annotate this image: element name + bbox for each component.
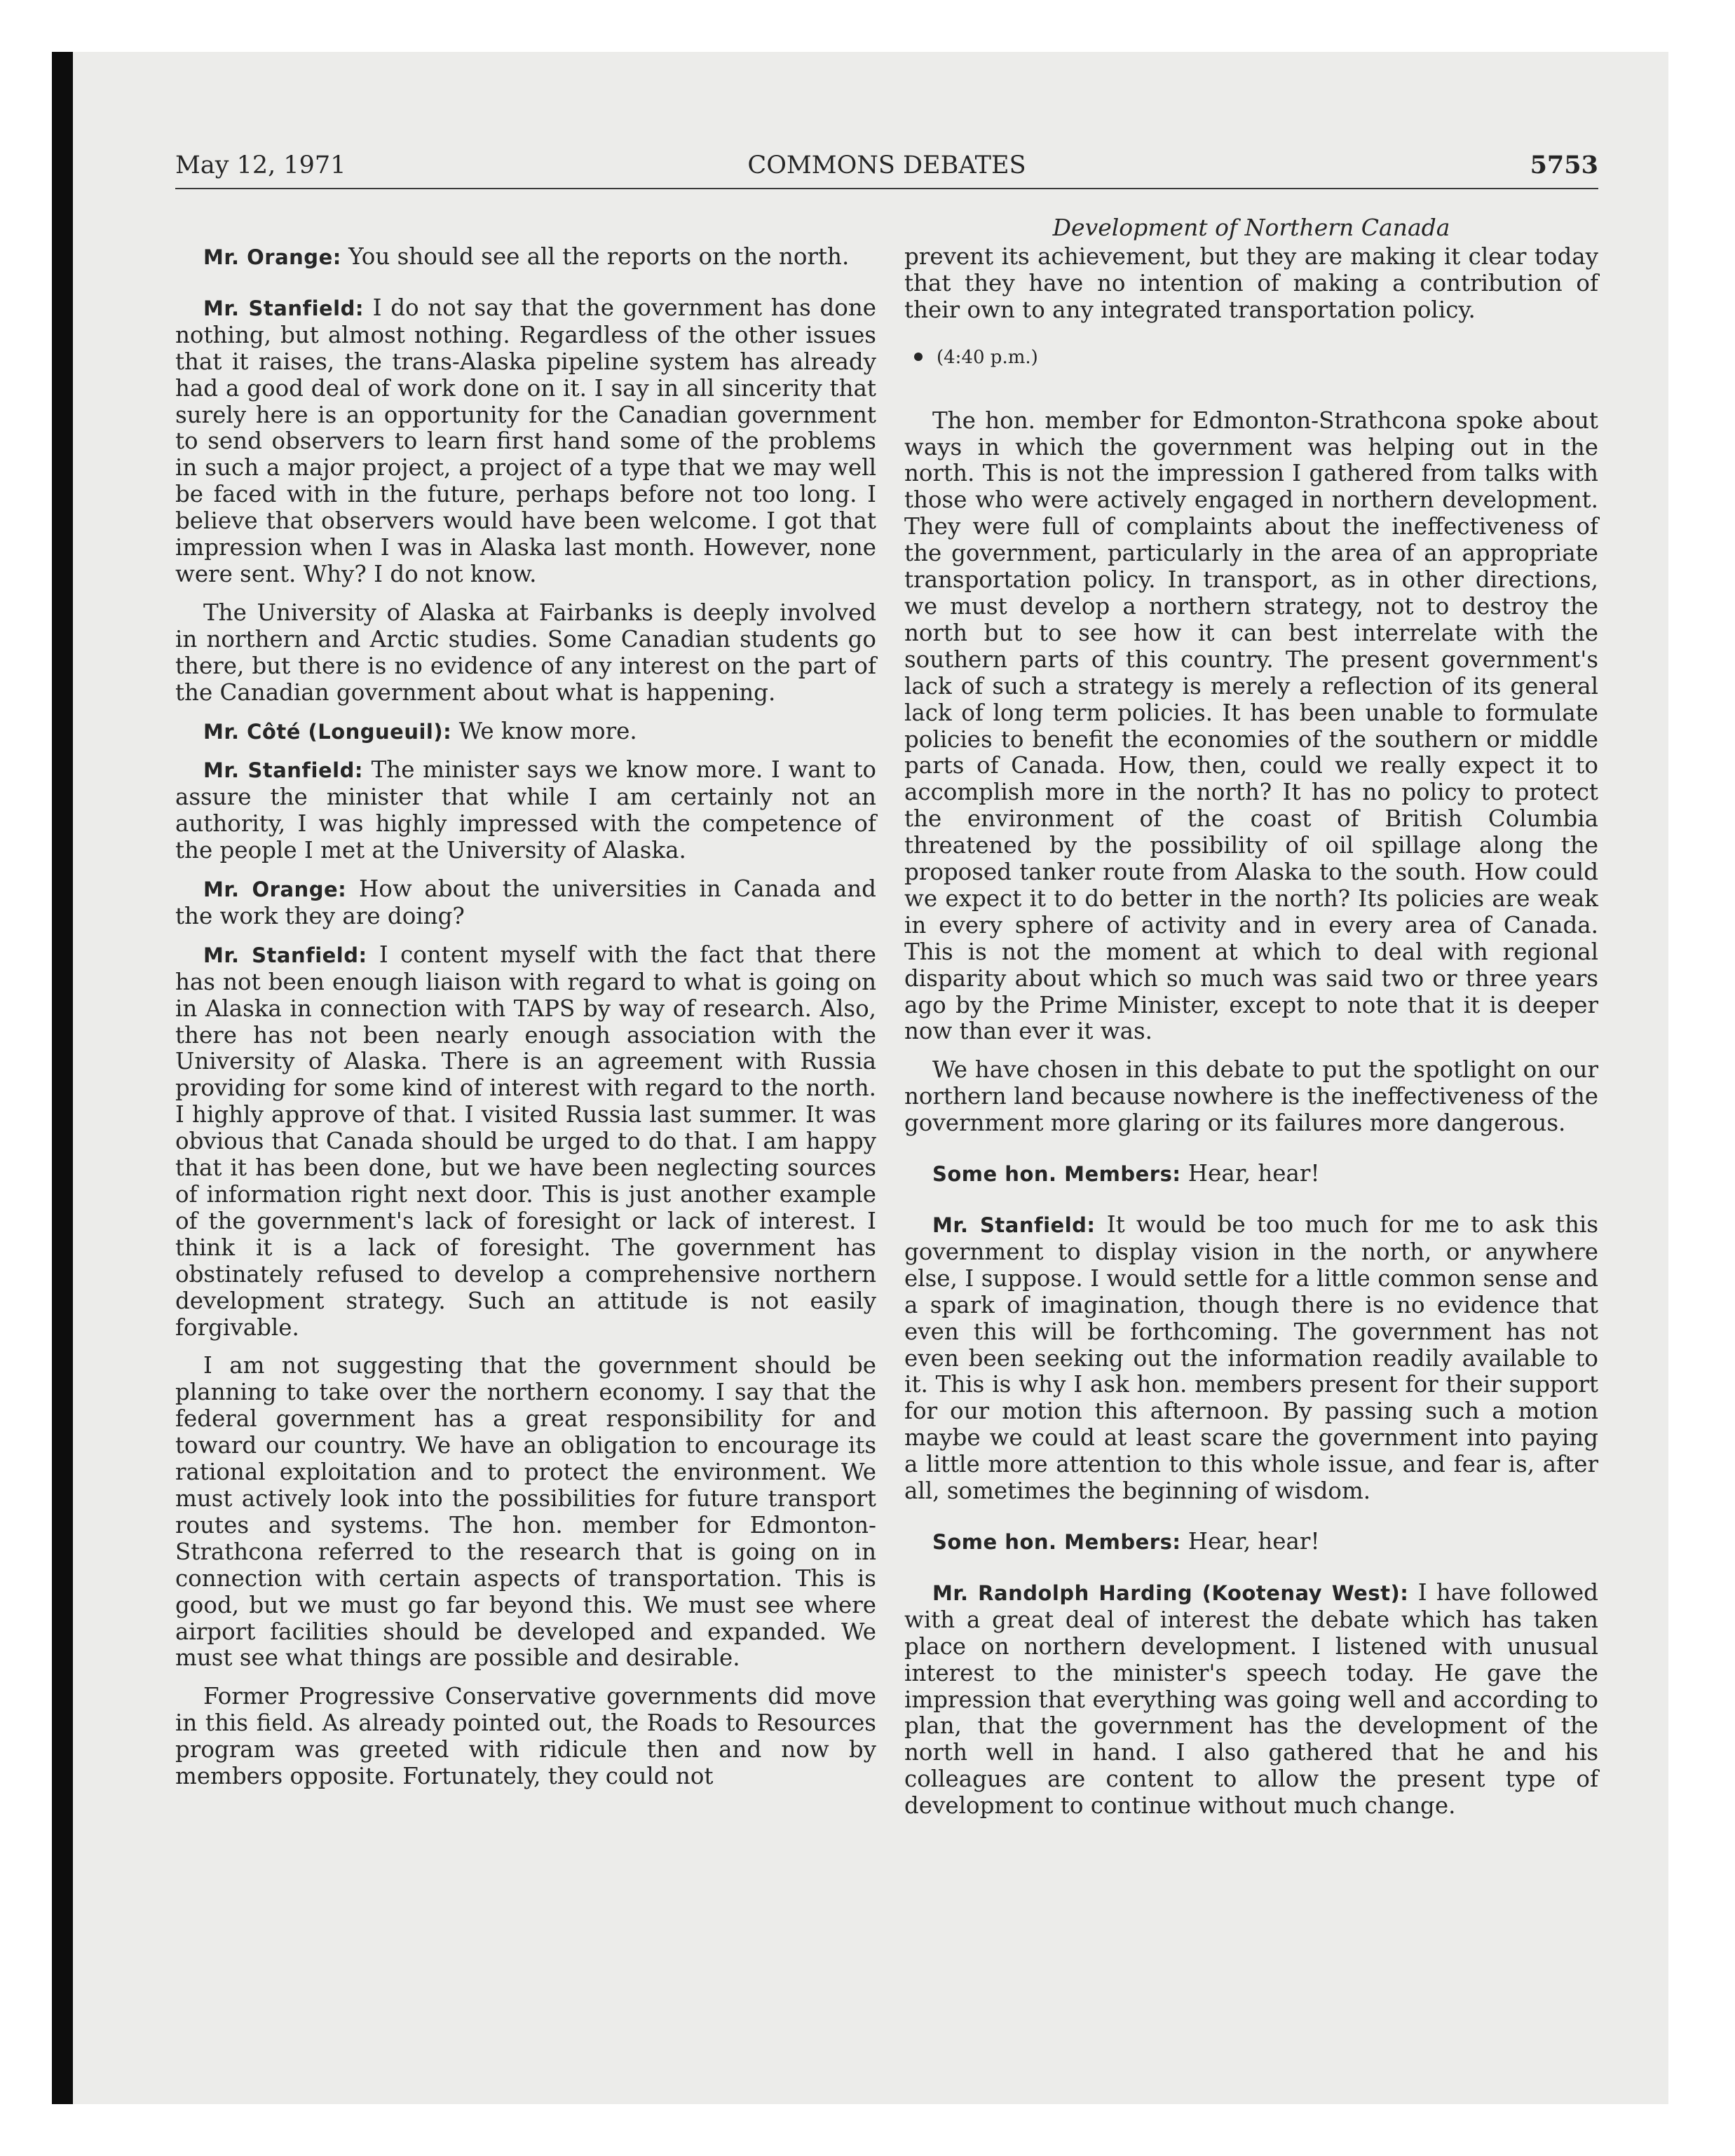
paragraph — [175, 718, 876, 746]
continued-paragraph: prevent its achievement, but they are making it clear today that they have no intention of making a contribution of their own to any integrated transportation policy. — [904, 243, 1598, 323]
speaker-name: Mr. Stanfield: — [203, 296, 364, 320]
speaker-name: Mr. Orange: — [203, 878, 347, 902]
header-title: COMMONS DEBATES — [747, 151, 1026, 179]
binding-edge — [52, 52, 73, 2104]
page-number: 5753 — [1530, 151, 1598, 179]
speaker-name: Mr. Orange: — [203, 245, 341, 269]
paragraph-text: How about the universities in Canada and the work they are doing? — [175, 875, 876, 929]
paragraph-text: You should see all the reports on the north. — [341, 243, 850, 270]
paragraph-text: Hear, hear! — [1181, 1527, 1320, 1555]
paragraph-text: I am not suggesting that the government should be planning to take over the northern economy. I say that the federal government has a great responsibility for and toward our country. We have an obligation to encourage its rational exploitation and to protect the environment. We must actively look into the possibilities for future transport routes and systems. The hon. member for Edmonton-Strathcona referred to the research that is going on in connection with certain aspects of transportation. This is good, but we must go far beyond this. We must see where airport facilities should be developed and expanded. We must see what things are possible and desirable. — [175, 1352, 876, 1672]
speaker-name: Mr. Stanfield: — [203, 758, 363, 783]
paragraph-text: The minister says we know more. I want to assure the minister that while I am certainly not an authority, I was highly impressed with the competence of the people I met at the University of Alaska. — [175, 756, 876, 864]
paragraph — [904, 1161, 1598, 1188]
bullet-icon — [914, 353, 923, 361]
paragraph — [904, 1580, 1598, 1820]
paragraph-text: I content myself with the fact that there has not been enough liaison with regard to what is going on in Alaska in connection with TAPS by way of research. Also, there has not been nearly enough association with the University of Alaska. There is an agreement with Russia providing for some kind of interest with regard to the north. I highly approve of that. I visited Russia last summer. It was obvious that Canada should be urged to do that. I am happy that it has been done, but we have been neglecting sources of information right next door. This is just another example of the government's lack of foresight or lack of interest. I think it is a lack of foresight. The government has obstinately refused to develop a comprehensive northern development strategy. Such an attitude is not easily forgivable. — [175, 941, 876, 1341]
speaker-name: Mr. Côté (Longueuil): — [203, 719, 452, 744]
paragraph — [175, 600, 876, 707]
right-column — [904, 244, 1598, 1831]
paragraph-text: I have followed with a great deal of interest the debate which has taken place on northern development. I listened with unusual interest to the minister's speech today. He gave the impression that everything was going well and according to plan, that the government has the development of the north well in hand. I also gathered that he and his colleagues are content to allow the present type of development to continue without much change. — [904, 1578, 1598, 1820]
speaker-name: Some hon. Members: — [932, 1162, 1181, 1187]
paragraph — [904, 1212, 1598, 1505]
paragraph-text: Former Progressive Conservative governments did move in this field. As already pointed out, the Roads to Resources program was greeted with ridicule then and now by members opposite. Fortunately, they could not — [175, 1683, 876, 1790]
paragraph — [175, 1684, 876, 1790]
paragraph-text: Hear, hear! — [1181, 1160, 1320, 1187]
time-stamp-text: (4:40 p.m.) — [937, 346, 1038, 368]
paragraph — [175, 942, 876, 1342]
paragraph — [904, 408, 1598, 1046]
paragraph-text: It would be too much for me to ask this government to display vision in the north, or anywhere else, I suppose. I would settle for a little common sense and a spark of imagination, though there is no evidence that even this will be forthcoming. The government has not even been seeking out the information readily available to it. This is why I ask hon. members present for their support for our motion this afternoon. By passing such a motion maybe we could at least scare the government into paying a little more attention to this whole issue, and fear is, after all, sometimes the beginning of wisdom. — [904, 1211, 1598, 1505]
paragraph — [175, 876, 876, 930]
speaker-name: Mr. Stanfield: — [932, 1213, 1096, 1237]
paragraph — [175, 1353, 876, 1672]
left-column — [175, 244, 876, 1802]
speaker-name: Mr. Stanfield: — [203, 943, 367, 967]
time-stamp — [904, 345, 1598, 371]
paragraph-text: I do not say that the government has done nothing, but almost nothing. Regardless of the other issues that it raises, the trans-Alaska pipeline system has already had a good deal of work done on it. I say in all sincerity that surely here is an opportunity for the Canadian government to send observers to learn first hand some of the problems in such a major project, a project of a type that we may well be faced with in the future, perhaps before not too long. I believe that observers would have been welcome. I got that impression when I was in Alaska last month. However, none were sent. Why? I do not know. — [175, 294, 877, 587]
paragraph — [904, 1529, 1598, 1556]
speaker-name: Mr. Randolph Harding (Kootenay West): — [932, 1581, 1409, 1605]
paragraph-text: We have chosen in this debate to put the spotlight on our northern land because nowhere is the ineffectiveness of the government more glaring or its failures more dangerous. — [904, 1056, 1598, 1137]
paragraph-text: The University of Alaska at Fairbanks is deeply involved in northern and Arctic studies. Some Canadian students go there, but there is no evidence of any interest on the part of the Canadian government about what is happening. — [175, 599, 876, 706]
paragraph — [175, 295, 876, 588]
paragraph-text: The hon. member for Edmonton-Strathcona spoke about ways in which the government was helping out in the north. This is not the impression I gathered from talks with those who were actively engaged in northern development. They were full of complaints about the ineffectiveness of the government, particularly in the area of an appropriate transportation policy. In transport, as in other directions, we must develop a northern strategy, not to destroy the north but to see how it can best interrelate with the southern parts of this country. The present government's lack of such a strategy is merely a reflection of its general lack of long term policies. It has been unable to formulate policies to benefit the economies of the southern or middle parts of Canada. How, then, could we really expect it to accomplish more in the north? It has no policy to protect the environment of the coast of British Columbia threatened by the possibility of oil spillage along the proposed tanker route from Alaska to the south. How could we expect it to do better in the north? Its policies are weak in every sphere of activity and in every area of Canada. This is not the moment at which to deal with regional disparity about which so much was said two or three years ago by the Prime Minister, except to note that it is deeper now than ever it was. — [904, 407, 1598, 1045]
section-subtitle: Development of Northern Canada — [1052, 214, 1450, 241]
paragraph — [175, 757, 876, 864]
paragraph — [904, 1057, 1598, 1137]
speaker-name: Some hon. Members: — [932, 1529, 1181, 1554]
paragraph — [175, 244, 876, 271]
header-date: May 12, 1971 — [175, 151, 346, 179]
page-header — [175, 147, 1598, 189]
paragraph-text: We know more. — [451, 717, 637, 744]
